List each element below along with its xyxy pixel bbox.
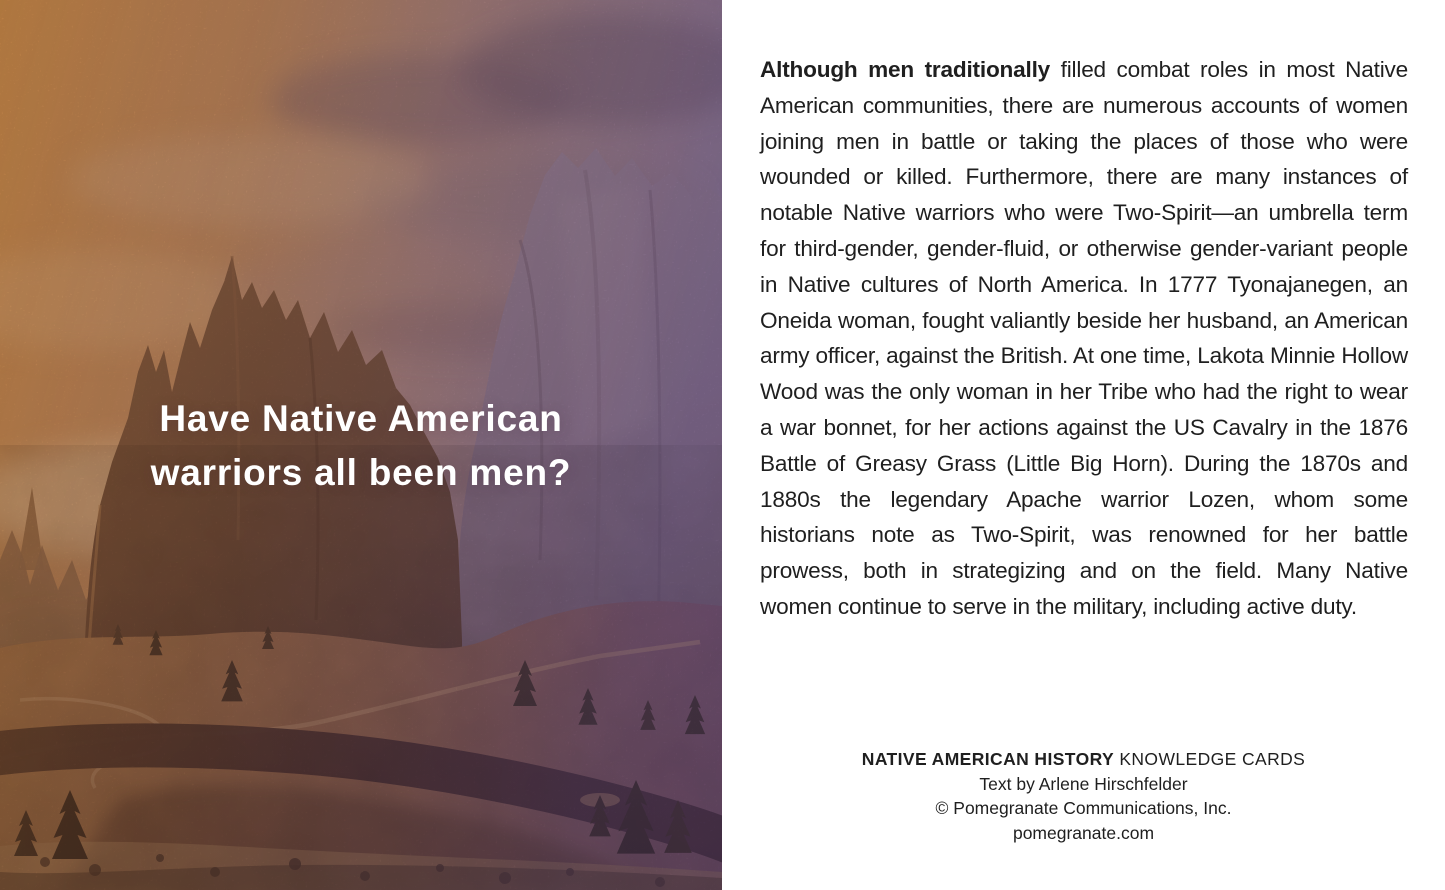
question-title — [0, 392, 722, 500]
photo-panel — [0, 0, 722, 890]
series-suffix: KNOWLEDGE CARDS — [1114, 749, 1306, 769]
card-footer — [722, 747, 1445, 845]
footer-copyright: © Pomegranate Communications, Inc. — [935, 798, 1232, 819]
question-line-2: warriors all been men? — [150, 452, 572, 493]
footer-website: pomegranate.com — [1012, 822, 1155, 843]
answer-body: filled combat roles in most Native American communities, there are numerous accounts of women joining men in battle or taking the places of those who were wounded or killed. Furthermore, there are many instances of notable Native warriors who were Two-Spirit—an umbrella term for third-gender, gender-fluid, or otherwise gender-variant people in Native cultures of North America. In 1777 Tyonajanegen, an Oneida woman, fought valiantly beside her husband, an American army officer, against the British. At one time, Lakota Minnie Hollow Wood was the only woman in her Tribe who had the right to wear a war bonnet, for her actions against the US Cavalry in the 1876 Battle of Greasy Grass (Little Big Horn). During the 1870s and 1880s the legendary Apache warrior Lozen, whom some historians note as Two-Spirit, was renowned for her battle prowess, both in strategizing and on the field. Many Native women continue to serve in the military, including active duty. — [760, 57, 1409, 619]
question-line-1: Have Native American — [159, 398, 563, 439]
answer-panel — [722, 0, 1445, 890]
footer-series-line — [722, 747, 1445, 772]
answer-lead: Although men traditionally — [760, 57, 1051, 82]
footer-byline: Text by Arlene Hirschfelder — [979, 773, 1188, 794]
series-title: NATIVE AMERICAN HISTORY — [861, 749, 1115, 769]
answer-paragraph — [760, 52, 1408, 625]
